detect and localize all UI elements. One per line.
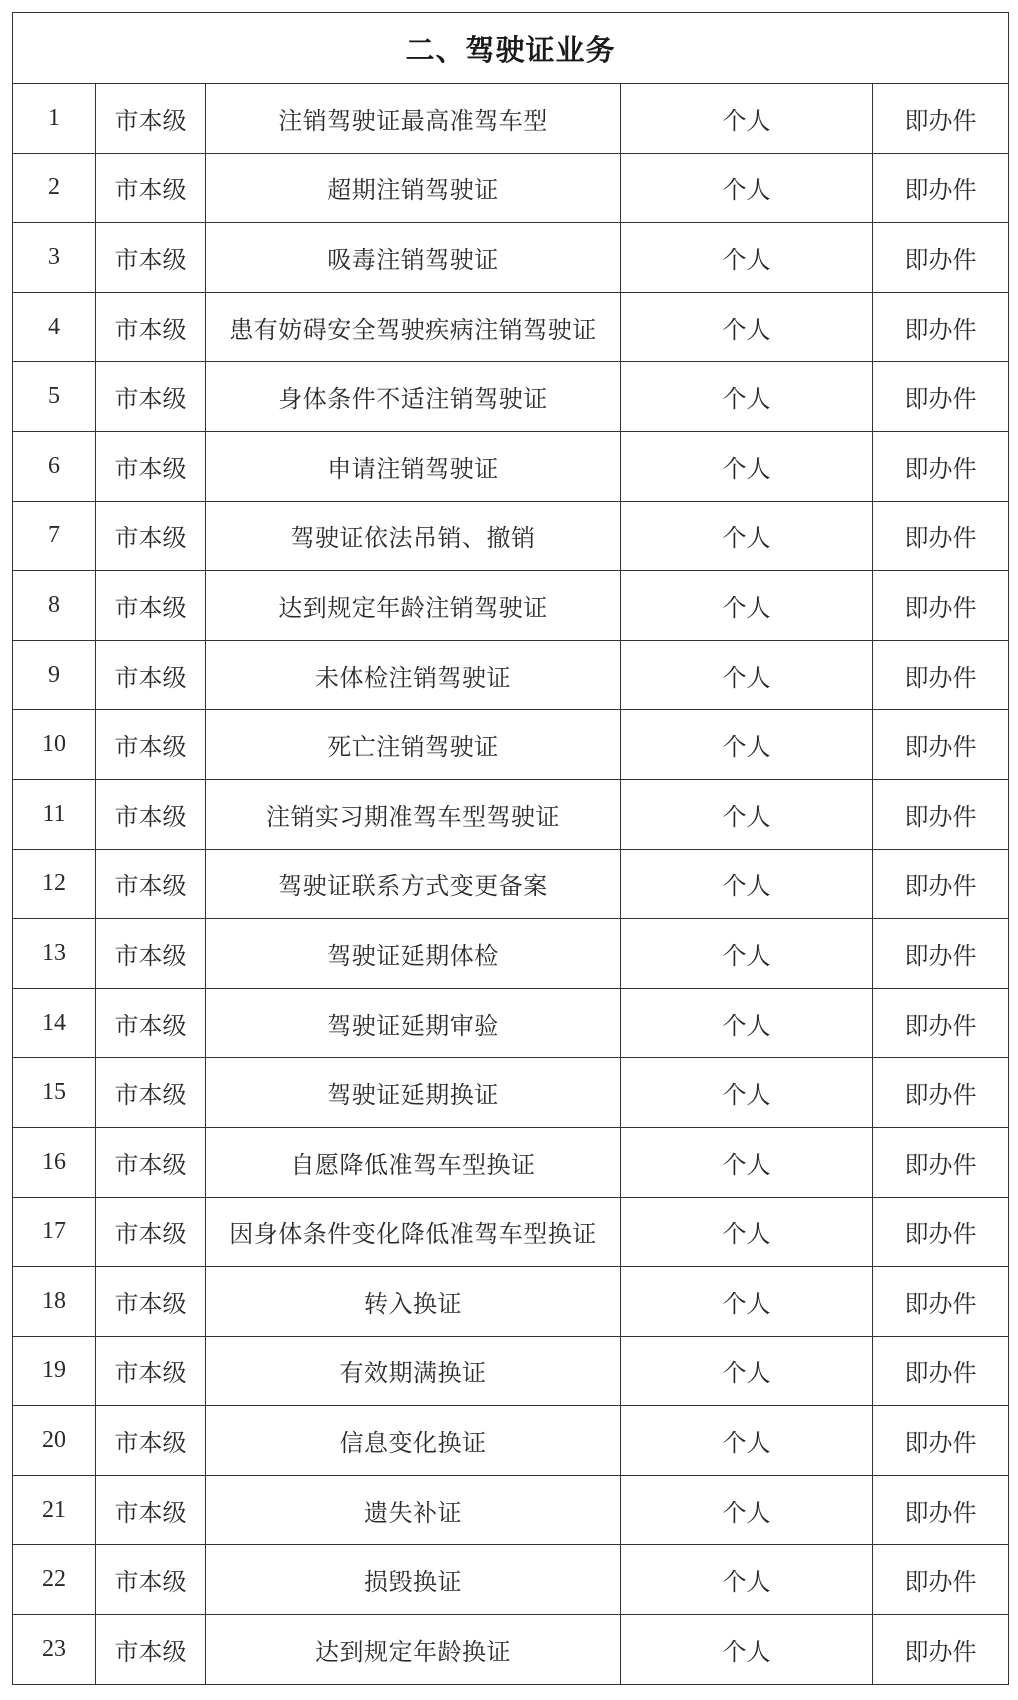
handling-type-cell: 即办件 (873, 919, 1009, 989)
table-row (13, 1127, 1009, 1197)
level-cell: 市本级 (96, 153, 206, 223)
table-row (13, 849, 1009, 919)
driver-license-service-table (12, 12, 1009, 1685)
target-cell: 个人 (621, 779, 873, 849)
row-number-cell: 2 (13, 153, 96, 223)
handling-type-cell: 即办件 (873, 1127, 1009, 1197)
row-number-cell: 22 (13, 1545, 96, 1615)
target-cell: 个人 (621, 849, 873, 919)
row-number-cell: 15 (13, 1058, 96, 1128)
handling-type-cell: 即办件 (873, 223, 1009, 293)
service-name-cell: 驾驶证延期审验 (206, 988, 621, 1058)
level-cell: 市本级 (96, 1058, 206, 1128)
table-body (13, 13, 1009, 1685)
handling-type-cell: 即办件 (873, 1058, 1009, 1128)
handling-type-cell: 即办件 (873, 1406, 1009, 1476)
service-name-cell: 信息变化换证 (206, 1406, 621, 1476)
target-cell: 个人 (621, 919, 873, 989)
table-row (13, 292, 1009, 362)
service-name-cell: 驾驶证延期体检 (206, 919, 621, 989)
table-row (13, 431, 1009, 501)
target-cell: 个人 (621, 431, 873, 501)
target-cell: 个人 (621, 710, 873, 780)
row-number-cell: 8 (13, 571, 96, 641)
handling-type-cell: 即办件 (873, 1267, 1009, 1337)
level-cell: 市本级 (96, 988, 206, 1058)
row-number-cell: 18 (13, 1267, 96, 1337)
service-name-cell: 达到规定年龄注销驾驶证 (206, 571, 621, 641)
section-title: 二、驾驶证业务 (13, 13, 1009, 84)
handling-type-cell: 即办件 (873, 501, 1009, 571)
handling-type-cell: 即办件 (873, 640, 1009, 710)
target-cell: 个人 (621, 1127, 873, 1197)
row-number-cell: 16 (13, 1127, 96, 1197)
target-cell: 个人 (621, 571, 873, 641)
target-cell: 个人 (621, 362, 873, 432)
table-row (13, 1615, 1009, 1685)
handling-type-cell: 即办件 (873, 988, 1009, 1058)
row-number-cell: 12 (13, 849, 96, 919)
table-row (13, 362, 1009, 432)
row-number-cell: 5 (13, 362, 96, 432)
row-number-cell: 21 (13, 1475, 96, 1545)
service-name-cell: 驾驶证延期换证 (206, 1058, 621, 1128)
service-name-cell: 超期注销驾驶证 (206, 153, 621, 223)
row-number-cell: 13 (13, 919, 96, 989)
row-number-cell: 17 (13, 1197, 96, 1267)
table-row (13, 1545, 1009, 1615)
table-row (13, 84, 1009, 154)
handling-type-cell: 即办件 (873, 292, 1009, 362)
target-cell: 个人 (621, 1336, 873, 1406)
table-row (13, 779, 1009, 849)
target-cell: 个人 (621, 84, 873, 154)
target-cell: 个人 (621, 1406, 873, 1476)
service-name-cell: 自愿降低准驾车型换证 (206, 1127, 621, 1197)
row-number-cell: 19 (13, 1336, 96, 1406)
target-cell: 个人 (621, 1197, 873, 1267)
level-cell: 市本级 (96, 571, 206, 641)
handling-type-cell: 即办件 (873, 362, 1009, 432)
row-number-cell: 10 (13, 710, 96, 780)
row-number-cell: 11 (13, 779, 96, 849)
level-cell: 市本级 (96, 710, 206, 780)
service-name-cell: 未体检注销驾驶证 (206, 640, 621, 710)
level-cell: 市本级 (96, 1336, 206, 1406)
target-cell: 个人 (621, 988, 873, 1058)
level-cell: 市本级 (96, 640, 206, 710)
level-cell: 市本级 (96, 1406, 206, 1476)
service-name-cell: 有效期满换证 (206, 1336, 621, 1406)
level-cell: 市本级 (96, 1127, 206, 1197)
service-name-cell: 因身体条件变化降低准驾车型换证 (206, 1197, 621, 1267)
level-cell: 市本级 (96, 1545, 206, 1615)
target-cell: 个人 (621, 153, 873, 223)
level-cell: 市本级 (96, 84, 206, 154)
handling-type-cell: 即办件 (873, 779, 1009, 849)
handling-type-cell: 即办件 (873, 1475, 1009, 1545)
target-cell: 个人 (621, 292, 873, 362)
table-row (13, 153, 1009, 223)
service-name-cell: 达到规定年龄换证 (206, 1615, 621, 1685)
table-row (13, 988, 1009, 1058)
row-number-cell: 4 (13, 292, 96, 362)
level-cell: 市本级 (96, 1197, 206, 1267)
table-row (13, 223, 1009, 293)
handling-type-cell: 即办件 (873, 1336, 1009, 1406)
target-cell: 个人 (621, 223, 873, 293)
level-cell: 市本级 (96, 1267, 206, 1337)
table-row (13, 710, 1009, 780)
level-cell: 市本级 (96, 1615, 206, 1685)
service-name-cell: 遗失补证 (206, 1475, 621, 1545)
service-name-cell: 患有妨碍安全驾驶疾病注销驾驶证 (206, 292, 621, 362)
level-cell: 市本级 (96, 223, 206, 293)
service-name-cell: 转入换证 (206, 1267, 621, 1337)
service-name-cell: 驾驶证依法吊销、撤销 (206, 501, 621, 571)
handling-type-cell: 即办件 (873, 1545, 1009, 1615)
service-name-cell: 驾驶证联系方式变更备案 (206, 849, 621, 919)
row-number-cell: 3 (13, 223, 96, 293)
service-list-sheet (12, 12, 1008, 1685)
table-row (13, 501, 1009, 571)
handling-type-cell: 即办件 (873, 431, 1009, 501)
service-name-cell: 注销驾驶证最高准驾车型 (206, 84, 621, 154)
target-cell: 个人 (621, 1545, 873, 1615)
row-number-cell: 23 (13, 1615, 96, 1685)
level-cell: 市本级 (96, 292, 206, 362)
service-name-cell: 吸毒注销驾驶证 (206, 223, 621, 293)
table-row (13, 1197, 1009, 1267)
table-row (13, 640, 1009, 710)
service-name-cell: 注销实习期准驾车型驾驶证 (206, 779, 621, 849)
target-cell: 个人 (621, 1267, 873, 1337)
target-cell: 个人 (621, 501, 873, 571)
table-row (13, 1267, 1009, 1337)
table-row (13, 919, 1009, 989)
handling-type-cell: 即办件 (873, 849, 1009, 919)
service-name-cell: 损毁换证 (206, 1545, 621, 1615)
row-number-cell: 1 (13, 84, 96, 154)
table-row (13, 1475, 1009, 1545)
service-name-cell: 申请注销驾驶证 (206, 431, 621, 501)
level-cell: 市本级 (96, 362, 206, 432)
row-number-cell: 7 (13, 501, 96, 571)
table-row (13, 1058, 1009, 1128)
target-cell: 个人 (621, 1475, 873, 1545)
level-cell: 市本级 (96, 849, 206, 919)
row-number-cell: 6 (13, 431, 96, 501)
row-number-cell: 9 (13, 640, 96, 710)
target-cell: 个人 (621, 1615, 873, 1685)
row-number-cell: 14 (13, 988, 96, 1058)
level-cell: 市本级 (96, 431, 206, 501)
handling-type-cell: 即办件 (873, 571, 1009, 641)
handling-type-cell: 即办件 (873, 1197, 1009, 1267)
table-row (13, 1336, 1009, 1406)
target-cell: 个人 (621, 640, 873, 710)
service-name-cell: 死亡注销驾驶证 (206, 710, 621, 780)
level-cell: 市本级 (96, 1475, 206, 1545)
target-cell: 个人 (621, 1058, 873, 1128)
level-cell: 市本级 (96, 779, 206, 849)
service-name-cell: 身体条件不适注销驾驶证 (206, 362, 621, 432)
handling-type-cell: 即办件 (873, 1615, 1009, 1685)
table-row (13, 1406, 1009, 1476)
handling-type-cell: 即办件 (873, 84, 1009, 154)
table-row (13, 571, 1009, 641)
section-title-row (13, 13, 1009, 84)
handling-type-cell: 即办件 (873, 153, 1009, 223)
level-cell: 市本级 (96, 501, 206, 571)
handling-type-cell: 即办件 (873, 710, 1009, 780)
row-number-cell: 20 (13, 1406, 96, 1476)
level-cell: 市本级 (96, 919, 206, 989)
